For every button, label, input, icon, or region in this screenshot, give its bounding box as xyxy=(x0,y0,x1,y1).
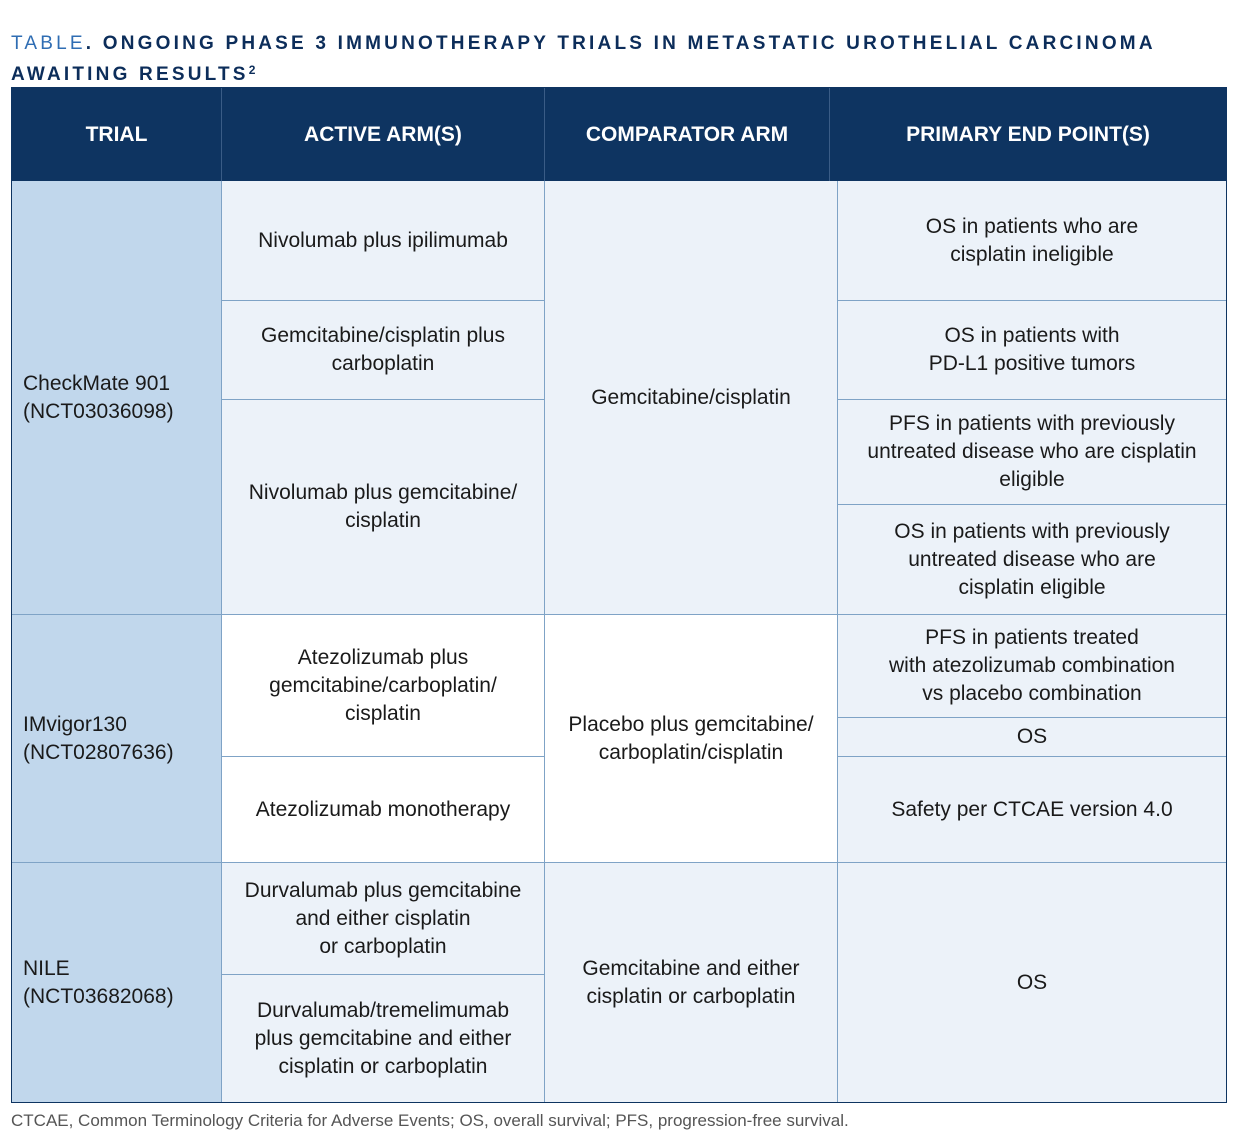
end-point-cell: OS xyxy=(837,718,1226,757)
comparator-arm-cell: Gemcitabine and either cisplatin or carboplatin xyxy=(544,863,837,1102)
active-arm-cell: Nivolumab plus gemcitabine/ cisplatin xyxy=(221,400,544,615)
active-arm-cell: Atezolizumab monotherapy xyxy=(221,757,544,863)
end-point-cell: PFS in patients with previously untreated disease who are cisplatin eligible xyxy=(837,400,1226,505)
end-point-cell: Safety per CTCAE version 4.0 xyxy=(837,757,1226,863)
table-footnote: CTCAE, Common Terminology Criteria for Adverse Events; OS, overall survival; PFS, progression-free survival. xyxy=(11,1111,849,1130)
trials-table xyxy=(11,87,1227,1103)
trial-name: CheckMate 901 (NCT03036098) xyxy=(12,181,221,615)
end-point-cell: OS in patients with previously untreated disease who are cisplatin eligible xyxy=(837,505,1226,615)
end-point-cell: OS xyxy=(837,863,1226,1102)
column-header-comparator-arm: COMPARATOR ARM xyxy=(544,88,829,181)
end-point-cell: OS in patients with PD-L1 positive tumors xyxy=(837,301,1226,400)
column-header-trial: TRIAL xyxy=(12,88,221,181)
reference-superscript: 2 xyxy=(248,63,256,77)
end-point-cell: OS in patients who are cisplatin ineligible xyxy=(837,181,1226,301)
active-arm-cell: Nivolumab plus ipilimumab xyxy=(221,181,544,301)
trial-name: NILE (NCT03682068) xyxy=(12,863,221,1102)
column-header-primary-end-points: PRIMARY END POINT(S) xyxy=(829,88,1226,181)
comparator-arm-cell: Placebo plus gemcitabine/ carboplatin/cisplatin xyxy=(544,615,837,863)
active-arm-cell: Durvalumab plus gemcitabine and either cisplatin or carboplatin xyxy=(221,863,544,975)
table-label: TABLE xyxy=(11,33,86,54)
table-title xyxy=(11,30,1226,88)
active-arm-cell: Atezolizumab plus gemcitabine/carboplatin/ cisplatin xyxy=(221,615,544,757)
table-title-text: . ONGOING PHASE 3 IMMUNOTHERAPY TRIALS IN METASTATIC UROTHELIAL CARCINOMA AWAITING RESULTS xyxy=(11,33,1156,85)
comparator-arm-cell: Gemcitabine/cisplatin xyxy=(544,181,837,615)
active-arm-cell: Durvalumab/tremelimumab plus gemcitabine and either cisplatin or carboplatin xyxy=(221,975,544,1102)
active-arm-cell: Gemcitabine/cisplatin plus carboplatin xyxy=(221,301,544,400)
column-header-active-arms: ACTIVE ARM(S) xyxy=(221,88,544,181)
end-point-cell: PFS in patients treated with atezolizumab combination vs placebo combination xyxy=(837,615,1226,718)
trial-name: IMvigor130 (NCT02807636) xyxy=(12,615,221,863)
